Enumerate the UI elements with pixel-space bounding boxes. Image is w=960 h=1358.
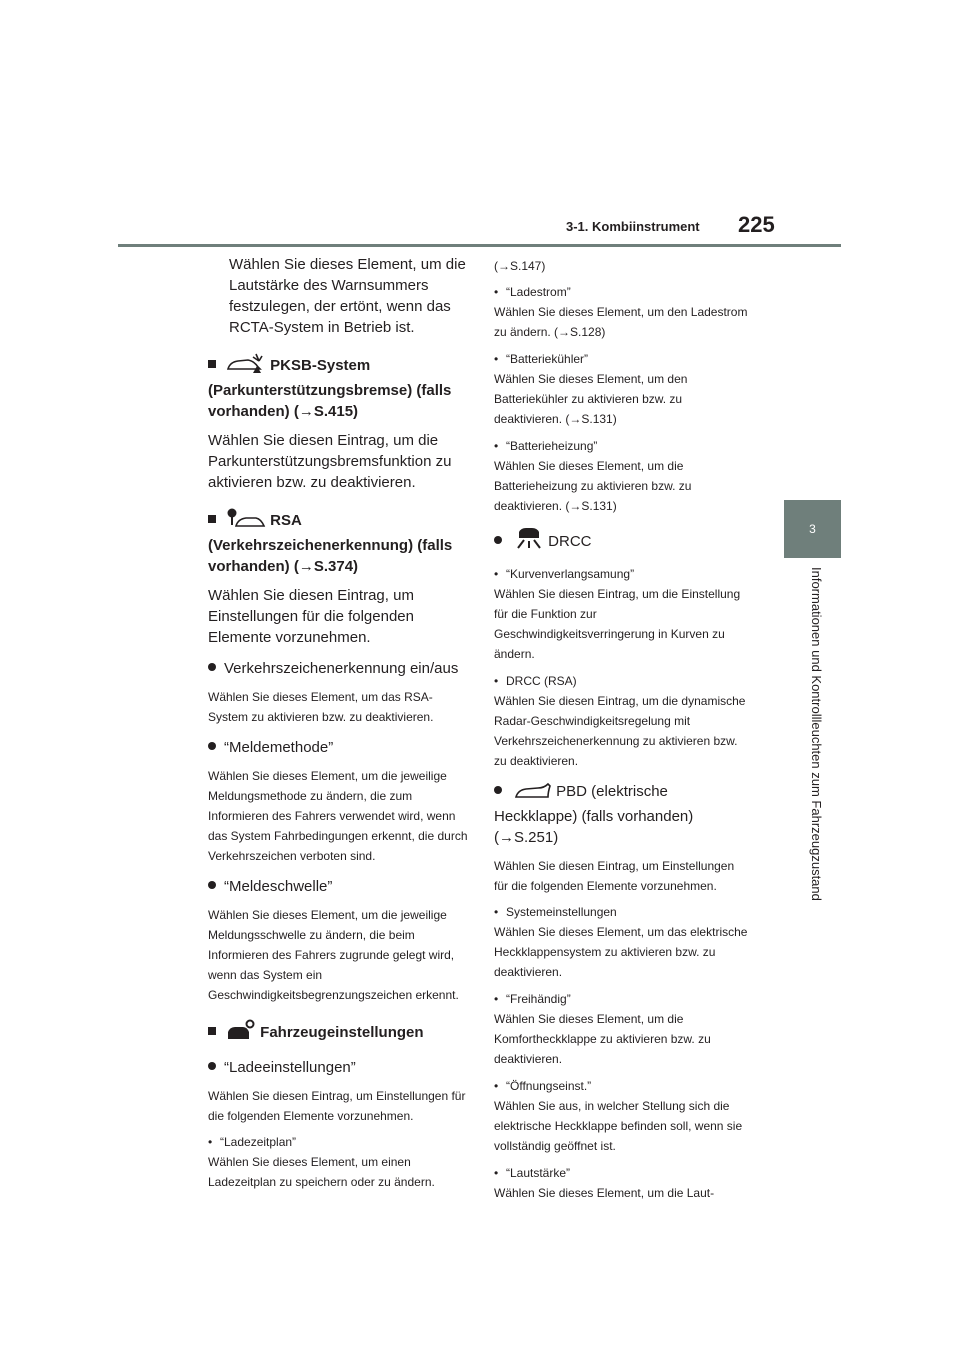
drcc-item: • “Kurvenverlangsamung” Wählen Sie diesen Eintrag, um die Einstellung für die Funktion zur Geschwindigkeitsverringerung in Kurven zu ändern.	[494, 564, 749, 664]
chapter-title: Informationen und Kontrollleuchten zum Fahrzeugzustand	[809, 567, 824, 901]
road-sign-car-icon	[226, 507, 266, 535]
square-bullet	[208, 515, 216, 523]
intro-text: Wählen Sie dieses Element, um die Lautstärke des Warnsummers festzulegen, der ertönt, wenn das RCTA-System in Betrieb ist.	[229, 256, 466, 336]
charge-settings-title: “Ladeeinstellungen”	[208, 1057, 468, 1078]
charge-schedule: • “Ladezeitplan” Wählen Sie dieses Element, um einen Ladezeitplan zu speichern oder zu ändern.	[208, 1132, 468, 1192]
charge-settings-text: Wählen Sie diesen Eintrag, um Einstellungen für die folgenden Elemente vorzunehmen.	[208, 1089, 466, 1123]
drcc-item: • DRCC (RSA) Wählen Sie diesen Eintrag, um die dynamische Radar-Geschwindigkeitsregelung mit Verkehrszeichenerkennung zu aktivieren bzw. zu deaktivieren.	[494, 671, 749, 771]
pbd-title: PBD (elektrische Heckklappe) (falls vorhanden) (→S.251)	[494, 783, 694, 846]
drcc-title: DRCC	[494, 526, 749, 556]
rsa-text: Wählen Sie diesen Eintrag, um Einstellungen für die folgenden Elemente vorzunehmen.	[208, 587, 414, 646]
small-bullet: •	[494, 992, 499, 1006]
small-bullet: •	[494, 352, 499, 366]
small-bullet: •	[494, 1079, 499, 1093]
rsa-heading: RSA (Verkehrszeichenerkennung) (falls vorhanden) (→S.374)	[208, 507, 468, 577]
left-column	[208, 254, 468, 1199]
small-bullet: •	[494, 285, 499, 299]
pbd-item: • “Freihändig” Wählen Sie dieses Element, um die Komfortheckklappe zu aktivieren bzw. zu deaktivieren.	[494, 989, 749, 1069]
small-bullet: •	[494, 567, 499, 581]
small-bullet: •	[494, 905, 499, 919]
radar-cruise-icon	[514, 526, 544, 556]
tailgate-car-icon	[514, 782, 552, 806]
chapter-number: 3	[809, 522, 816, 536]
small-bullet: •	[208, 1135, 213, 1149]
rsa-item-title: “Meldeschwelle”	[208, 876, 468, 897]
square-bullet	[208, 1027, 216, 1035]
vehicle-settings-heading: Fahrzeugeinstellungen	[208, 1019, 468, 1047]
car-gear-icon	[226, 1019, 256, 1047]
pbd-text: Wählen Sie diesen Eintrag, um Einstellungen für die folgenden Elemente vorzunehmen.	[494, 859, 735, 893]
dot-bullet	[208, 1062, 216, 1070]
header-divider	[118, 244, 841, 247]
small-bullet: •	[494, 439, 499, 453]
right-column	[494, 256, 749, 1210]
charge-item: • “Batteriekühler” Wählen Sie dieses Element, um den Batteriekühler zu aktivieren bzw. zu deaktivieren. (→S.131)	[494, 349, 749, 429]
page-reference: (→S.147)	[494, 259, 546, 273]
dot-bullet	[208, 742, 216, 750]
pbd-item: • “Öffnungseinst.” Wählen Sie aus, in welcher Stellung sich die elektrische Heckklappe befinden soll, wenn sie vollständig geöffnet ist.	[494, 1076, 749, 1156]
rsa-item-text: Wählen Sie dieses Element, um die jeweilige Meldungsmethode zu ändern, die zum Informieren des Fahrers verwendet wird, wenn das System Fahrbedingungen erkennt, die durch Verkehrszeichen verboten sind.	[208, 769, 468, 863]
square-bullet	[208, 360, 216, 368]
rsa-item-text: Wählen Sie dieses Element, um die jeweilige Meldungsschwelle zu ändern, die beim Informieren des Fahrers zugrunde gelegt wird, wenn das System ein Geschwindigkeitsbegrenzungszeichen erkennt.	[208, 908, 459, 1002]
rsa-item-title: Verkehrszeichenerkennung ein/aus	[208, 658, 468, 679]
rsa-item-text: Wählen Sie dieses Element, um das RSA-System zu aktivieren bzw. zu deaktivieren.	[208, 690, 434, 724]
dot-bullet	[494, 536, 502, 544]
pksb-text: Wählen Sie diesen Eintrag, um die Parkunterstützungsbremsfunktion zu aktivieren bzw. zu deaktivieren.	[208, 432, 452, 491]
chapter-tab	[784, 500, 841, 558]
pbd-item: • Systemeinstellungen Wählen Sie dieses Element, um das elektrische Heckklappensystem zu aktivieren bzw. zu deaktivieren.	[494, 902, 749, 982]
page-number: 225	[738, 212, 775, 237]
small-bullet: •	[494, 674, 499, 688]
dot-bullet	[494, 786, 502, 794]
pbd-item: • “Lautstärke” Wählen Sie dieses Element, um die Laut-	[494, 1163, 749, 1203]
charge-item: • “Batterieheizung” Wählen Sie dieses Element, um die Batterieheizung zu aktivieren bzw. zu deaktivieren. (→S.131)	[494, 436, 749, 516]
section-title: 3-1. Kombiinstrument	[566, 219, 700, 234]
small-bullet: •	[494, 1166, 499, 1180]
parking-brake-car-icon	[226, 352, 266, 380]
pksb-heading: PKSB-System (Parkunterstützungsbremse) (falls vorhanden) (→S.415)	[208, 352, 468, 422]
dot-bullet	[208, 881, 216, 889]
rsa-item-title: “Meldemethode”	[208, 737, 468, 758]
charge-item: • “Ladestrom” Wählen Sie dieses Element, um den Ladestrom zu ändern. (→S.128)	[494, 282, 749, 342]
dot-bullet	[208, 663, 216, 671]
